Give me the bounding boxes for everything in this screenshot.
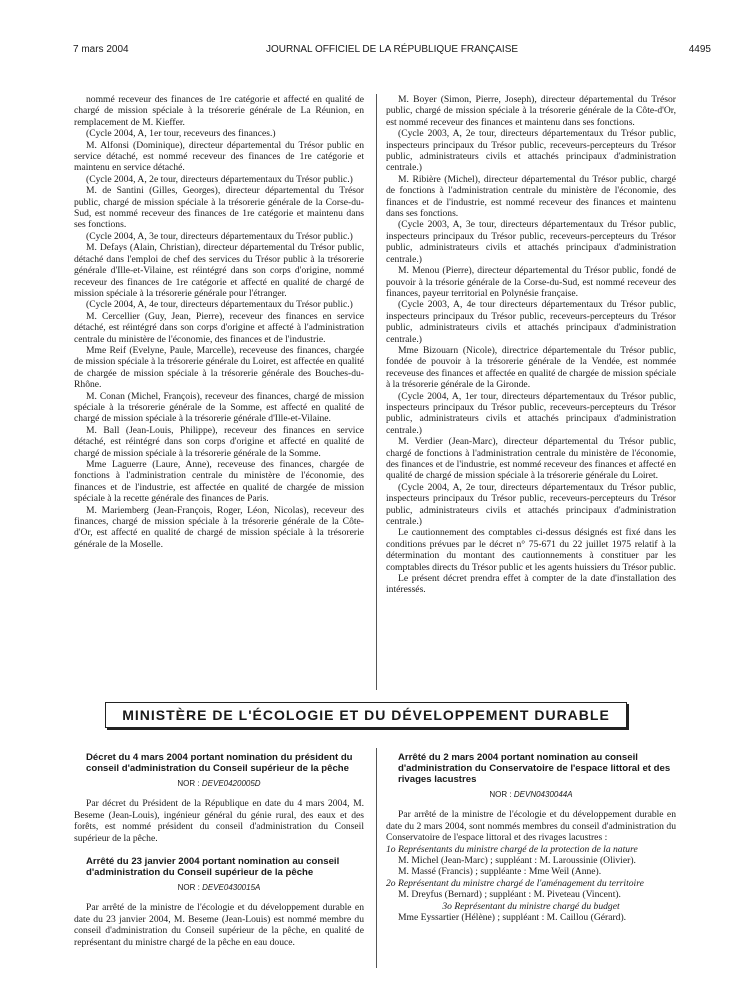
category-heading: 2o Représentant du ministre chargé de l'aménagement du territoire bbox=[386, 877, 644, 889]
paragraph: (Cycle 2004, A, 2e tour, directeurs départementaux du Trésor public.) bbox=[86, 173, 353, 185]
issue-date: 7 mars 2004 bbox=[73, 44, 129, 55]
bottom-right-column bbox=[386, 752, 676, 923]
column-divider-top bbox=[376, 94, 377, 690]
right-column bbox=[386, 94, 676, 596]
member-line: Mme Eyssartier (Hélène) ; suppléant : M. Caillou (Gérard). bbox=[398, 912, 627, 924]
member-line: M. Michel (Jean-Marc) ; suppléant : M. Laroussinie (Olivier). bbox=[398, 855, 636, 867]
bottom-left-column bbox=[74, 752, 364, 948]
paragraph: M. Menou (Pierre), directeur départemental du Trésor public, fondé de pouvoir à la trésorie générale de la Corse-du-Sud, est nommé receveur des finances, payeur territorial en Polynésie française. bbox=[386, 265, 676, 299]
nor-label: NOR : bbox=[177, 883, 200, 893]
paragraph: (Cycle 2003, A, 4e tour directeurs départementaux du Trésor public, inspecteurs principaux du Trésor public, receveurs-percepteurs du Trésor public, administrateurs civils et attachés principaux d'administration centrale.) bbox=[386, 299, 676, 345]
paragraph: (Cycle 2004, A, 1er tour, receveurs des finances.) bbox=[86, 128, 276, 140]
article-title: Décret du 4 mars 2004 portant nomination du président du conseil d'administration du Conseil supérieur de la pêche bbox=[86, 752, 353, 774]
paragraph: (Cycle 2004, A, 2e tour, directeurs départementaux du Trésor public, inspecteurs principaux du Trésor public, receveurs-percepteurs du Trésor public, administrateurs civils et attachés principaux d'administration centrale.) bbox=[386, 481, 676, 528]
paragraph: Mme Bizouarn (Nicole), directrice départementale du Trésor public, fondée de pouvoir à la trésorerie générale de la Vendée, est nommée receveuse des finances et affectée en qualité de chargée de mission spéciale à la trésorerie générale de la Gironde. bbox=[386, 344, 676, 391]
ministry-title: MINISTÈRE DE L'ÉCOLOGIE ET DU DÉVELOPPEMENT DURABLE bbox=[122, 707, 610, 723]
paragraph: M. Mariemberg (Jean-François, Roger, Léon, Nicolas), receveur des finances, chargé de mission spéciale à la trésorerie générale de la Côte-d'Or, est affecté en qualité de chargé de mission spéciale à la trésorerie générale de la Moselle. bbox=[74, 504, 364, 550]
nor-code: DEVE0430015A bbox=[202, 883, 261, 893]
article-title: Arrêté du 23 janvier 2004 portant nomination au conseil d'administration du Conseil supérieur de la pêche bbox=[86, 856, 340, 879]
article-paragraph: Par décret du Président de la République en date du 4 mars 2004, M. Beseme (Jean-Louis), ingénieur général du génie rural, des eaux et des forêts, est nommé président du conseil d'administration du Conseil supérieur de la pêche. bbox=[74, 798, 364, 844]
category-heading: 3o Représentant du ministre chargé du budget bbox=[442, 900, 620, 912]
page-header bbox=[73, 44, 711, 58]
paragraph: (Cycle 2003, A, 2e tour, directeurs départementaux du Trésor public, inspecteurs principaux du Trésor public, receveurs-percepteurs du Trésor public, administrateurs civils et attachés principaux d'administration centrale.) bbox=[386, 128, 676, 174]
nor-code: DEVE0420005D bbox=[201, 779, 261, 788]
paragraph: Mme Laguerre (Laure, Anne), receveuse des finances, chargée de fonctions à l'administration centrale du ministère de l'économie, des finances et de l'industrie, est affectée en qualité de chargée de mission spéciale à la recette générale des finances de Paris. bbox=[74, 459, 364, 505]
column-divider-bottom bbox=[376, 748, 377, 968]
paragraph: M. Boyer (Simon, Pierre, Joseph), directeur départemental du Trésor public, chargé de mission spéciale à la trésorerie générale de la Côte-d'Or, est nommé receveur des finances et maintenu dans ses fonctions. bbox=[386, 94, 676, 128]
ministry-banner bbox=[105, 702, 627, 728]
paragraph: M. Defays (Alain, Christian), directeur départemental du Trésor public, détaché dans l'emploi de chef des services du Trésor public à la trésorerie générale d'Ille-et-Vilaine, est réintégré dans son corps d'origine, nommé receveur des finances de 1re catégorie et affecté en qualité de chargé de mission spéciale à la trésorerie générale pour l'étranger. bbox=[74, 242, 364, 299]
article-paragraph: Par arrêté de la ministre de l'écologie et du développement durable en date du 23 janvier 2004, M. Beseme (Jean-Louis) est nommé membre du conseil d'administration du Conseil supérieur de la pêche, en qualité de représentant du ministre chargé de la pêche en eau douce. bbox=[74, 902, 364, 948]
page-number: 4495 bbox=[688, 44, 711, 55]
nor-reference bbox=[386, 789, 676, 800]
paragraph: Le cautionnement des comptables ci-dessus désignés est fixé dans les conditions prévues par le décret n° 75-671 du 22 juillet 1975 relatif à la détermination du montant des cautionnements à constituer par les comptables directs du Trésor public et les agents huissiers du Trésor public. bbox=[386, 527, 676, 573]
paragraph: M. Ball (Jean-Louis, Philippe), receveur des finances en service détaché, est réintégré dans son corps d'origine et affecté en qualité de chargé de mission spéciale à la trésorerie générale de la Somme. bbox=[74, 424, 364, 459]
nor-code: DEVN0430044A bbox=[513, 790, 573, 799]
article-paragraph: Par arrêté de la ministre de l'écologie et du développement durable en date du 2 mars 2004, sont nommés membres du conseil d'administration du Conservatoire de l'espace littoral et des rivages lacustres : bbox=[386, 809, 676, 844]
paragraph: M. Alfonsi (Dominique), directeur départemental du Trésor public en service détaché, est nommé receveur des finances de 1re catégorie et maintenu en service détaché. bbox=[74, 139, 364, 174]
nor-reference bbox=[74, 778, 364, 789]
member-line: M. Dreyfus (Bernard) ; suppléant : M. Piveteau (Vincent). bbox=[398, 889, 621, 901]
paragraph: M. de Santini (Gilles, Georges), directeur départemental du Trésor public, chargé de mission spéciale à la trésorerie générale de la Corse-du-Sud, est nommé receveur des finances de 1re catégorie et maintenu dans ses fonctions. bbox=[74, 185, 364, 231]
paragraph: M. Ribière (Michel), directeur départemental du Trésor public, chargé de fonctions à l'administration centrale du ministère de l'économie, des finances et de l'industrie, est nommé receveur des finances et maintenu dans ses fonctions. bbox=[386, 173, 676, 220]
paragraph: M. Verdier (Jean-Marc), directeur départemental du Trésor public, chargé de fonctions à l'administration centrale du ministère de l'économie, des finances et de l'industrie, est nommé receveur des finances et affecté en qualité de chargé de mission spéciale à la trésorerie générale du Loiret. bbox=[386, 436, 676, 482]
paragraph: Le présent décret prendra effet à compter de la date d'installation des intéressés. bbox=[386, 573, 676, 596]
article-title: Arrêté du 2 mars 2004 portant nomination au conseil d'administration du Conservatoire de l'espace littoral et des rivages lacustres bbox=[398, 752, 671, 785]
nor-label: NOR : bbox=[489, 790, 512, 799]
nor-reference bbox=[74, 882, 364, 893]
paragraph: M. Cercellier (Guy, Jean, Pierre), receveur des finances en service détaché, est réintégré dans son corps d'origine et affecté à l'administration centrale du ministère de l'économie, des finances et de l'industrie. bbox=[74, 310, 364, 345]
category-heading: 1o Représentants du ministre chargé de la protection de la nature bbox=[386, 843, 638, 855]
paragraph: (Cycle 2003, A, 3e tour, directeurs départementaux du Trésor public, inspecteurs principaux du Trésor public, receveurs-percepteurs du Trésor public, administrateurs civils et attachés principaux d'administration centrale.) bbox=[386, 219, 676, 265]
left-column bbox=[74, 94, 364, 550]
journal-title: JOURNAL OFFICIEL DE LA RÉPUBLIQUE FRANÇAISE bbox=[265, 44, 519, 55]
paragraph: M. Conan (Michel, François), receveur des finances, chargé de mission spéciale à la trésorerie générale de la Somme, est affecté en qualité de chargé de mission spéciale à la trésorerie générale d'Ille-et-Vilaine. bbox=[74, 390, 364, 425]
member-line: M. Massé (Francis) ; suppléante : Mme Weil (Anne). bbox=[398, 866, 602, 878]
paragraph: Mme Reif (Evelyne, Paule, Marcelle), receveuse des finances, chargée de mission spéciale à la trésorerie générale du Loiret, est affectée en qualité de chargée de mission spéciale à la trésorerie générale des Bouches-du-Rhône. bbox=[74, 344, 364, 391]
paragraph: (Cycle 2004, A, 1er tour, directeurs départementaux du Trésor public, inspecteurs principaux du Trésor public, receveurs-percepteurs du Trésor public, administrateurs civils et attachés principaux d'administration centrale.) bbox=[386, 390, 676, 436]
paragraph: (Cycle 2004, A, 4e tour, directeurs départementaux du Trésor public.) bbox=[86, 299, 353, 311]
paragraph: (Cycle 2004, A, 3e tour, directeurs départementaux du Trésor public.) bbox=[86, 230, 353, 242]
paragraph: nommé receveur des finances de 1re catégorie et affecté en qualité de chargé de mission spéciale à la trésorerie générale de La Réunion, en remplacement de M. Kieffer. bbox=[74, 94, 364, 128]
nor-label: NOR : bbox=[177, 779, 200, 788]
